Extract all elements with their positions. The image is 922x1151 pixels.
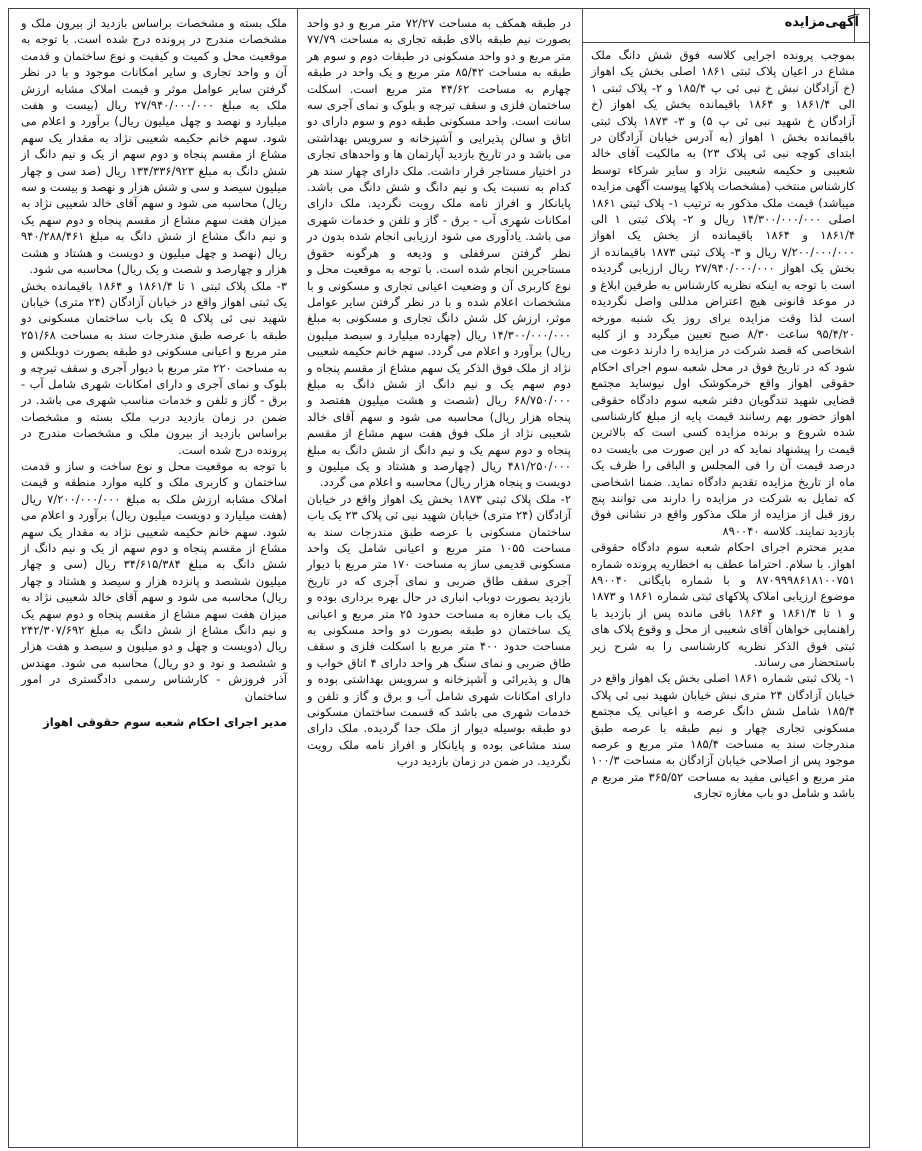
advertisement-frame	[8, 8, 870, 1148]
column-divider	[297, 9, 298, 1147]
text-column-3	[15, 15, 293, 1141]
paragraph: با توجه به موقعیت محل و نوع ساخت و ساز و قدمت ساختمان و کاربری ملک و کلیه موارد منطقه و قیمت املاک مشابه ارزش ملک به مبلغ ۷/۲۰۰/۰۰۰/۰۰۰ ریال (هفت میلیارد و دویست میلیون ریال) برآورد و اعلام می شود. سهم خانم حکیمه شعیبی نژاد به مقدار یک سهم مشاع از مقسم پنجاه و دوم سهم از یک و نیم دانگ از شش دانگ به مبلغ ۳۴/۶۱۵/۳۸۴ ریال (سی و چهار میلیون ششصد و پانزده هزار و سیصد و هشتاد و چهار ریال) محاسبه می شود و سهم آقای خالد شعیبی نژاد به میزان هفت سهم مشاع از مقسم پنجاه و دوم سهم یک و نیم دانگ مشاع از شش دانگ به مبلغ ۲۴۲/۳۰۷/۶۹۲ ریال (دویست و چهل و دو میلیون و سیصد و هفت هزار و ششصد و نود و دو ریال) محاسبه می شود. مهندس آذر فروزش - کارشناس رسمی دادگستری در امور ساختمان	[21, 458, 288, 703]
text-column-2	[301, 15, 577, 1141]
paragraph: بموجب پرونده اجرایی کلاسه فوق شش دانگ ملک مشاع در اعیان پلاک ثبتی ۱۸۶۱ اصلی بخش یک اهواز (خ آزادگان نبش خ نبی ئی پ ۱۸۵/۴ و ۲- پلاک ثبتی ۱ الی ۱۸۶۱/۴ و ۱۸۶۴ باقیمانده بخش یک اهواز (خ آزادگان خ شهید نبی ئی پ ۵) و ۳- ۱۸۷۳ پلاک ثبتی باقیمانده بخش ۱ اهواز (به آدرس خیابان آزادگان در ابتدای کوچه نبی ئی پلاک ۲۳) به مالکیت آقای خالد شعیبی و حکیمه شعیبی نژاد و سایر شرکاء توسط کارشناس منتخب (مشخصات پلاکها پیوست آگهی مزایده میباشد) قیمت ملک مذکور به ترتیب ۱- پلاک ثبتی ۱۸۶۱ اصلی ۱۴/۳۰۰/۰۰۰/۰۰۰ ریال و ۲- پلاک ثبتی ۱ الی ۱۸۶۱/۴ و ۱۸۶۴ باقیمانده از بخش یک اهواز ۷/۲۰۰/۰۰۰/۰۰۰ ریال و ۳- پلاک ثبتی ۱۸۷۳ باقیمانده از بخش یک اهواز ۲۷/۹۴۰/۰۰۰/۰۰۰ ریال ارزیابی گردیده است با توجه به اینکه نظریه کارشناس به طرفین ابلاغ و در موعد قانونی هیچ اعتراض مدللی واصل نگردیده است لذا وقت مزایده برای روز یک شنبه مورخه ۹۵/۴/۲۰ ساعت ۸/۳۰ صبح تعیین میگردد و از کلیه اشخاصی که قصد شرکت در مزایده را دارند دعوت می شود که در تاریخ فوق در محل شعبه سوم اجرای احکام حقوقی اهواز واقع خرمکوشک اول نیوساید مجتمع قضایی شهید تندگویان دفتر شعبه سوم دادگاه حقوقی اهواز حضور بهم رسانند قیمت پایه از مبلغ کارشناسی شده شروع و برنده مزایده کسی است که بالاترین قیمت را پیشنهاد نماید که در این صورت می بایست ده درصد قیمت آن را فی المجلس و الباقی را ظرف یک ماه از تاریخ مزایده تقدیم دادگاه نماید. ضمنا اشخاصی که تمایل به شرکت در مزایده را دارند می توانند پنج روز قبل از مزایده از ملک مذکور واقع در نشانی فوق بازدید نمایند. کلاسه ۸۹۰۰۴۰	[591, 48, 856, 538]
signature: مدیر اجرای احکام شعبه سوم حقوقی اهواز	[43, 715, 287, 730]
paragraph: ۳- ملک پلاک ثبتی ۱ تا ۱۸۶۱/۴ و ۱۸۶۴ باقیمانده بخش یک ثبتی اهواز واقع در خیابان آزادگان (۲۴ متری) خیابان شهید نبی ئی پلاک ۵ یک باب ساختمان مسکونی دو طبقه با عرصه طبق مندرجات سند به مساحت ۲۵۱/۶۸ متر مربع و اعیانی مسکونی دو طبقه بصورت دوبلکس و به مساحت ۲۲۰ متر مربع با دیوار آجری و سقف تیرچه و بلوک و نمای آجری و دارای امکانات شهری شامل آب - برق - گاز و تلفن و خدمات مناسب شهری می باشد. در ضمن در زمان بازدید درب ملک بسته و مشخصات براساس بازدید از بیرون ملک و مشخصات مندرج در پرونده درج شده است.	[21, 278, 287, 457]
column-divider	[582, 9, 583, 1147]
header-box	[583, 9, 869, 43]
paragraph: ۲- ملک پلاک ثبتی ۱۸۷۳ بخش یک اهواز واقع در خیابان آزادگان (۲۴ متری) خیابان شهید نبی ئی پلاک ۲۳ یک باب ساختمان مسکونی با عرصه طبق مندرجات سند به مساحت ۱۰۵۵ متر مربع و اعیانی شامل یک واحد مسکونی قدیمی ساز به مساحت ۱۷۰ متر مربع با دیوار آجری سقف طاق ضربی و نمای آجری که در تاریخ بازدید بصورت دوباب انباری در حال بهره برداری بوده و یک باب مغازه به مساحت حدود ۲۵ متر مربع و اعیانی یک ساختمان دو طبقه بصورت دو واحد مسکونی به مساحت حدود ۴۰۰ متر مربع با اسکلت فلزی و سقف طاق ضربی و نمای سنگ هر واحد دارای ۴ اتاق خواب و هال و پذیرائی و آشپزخانه و سرویس بهداشتی بوده و دارای امکانات شهری شامل آب و برق و گاز و تلفن و خدمات شهری می باشد که قسمت ساختمان مسکونی دو طبقه بوسیله دیوار از ملک جدا گردیده. ملک دارای سند مشاعی بوده و پایانکار و افراز نامه ملک رویت نگردید. در ضمن در زمان بازدید درب	[307, 491, 571, 769]
ad-title: آگهی‌مزایده	[784, 15, 859, 30]
paragraph: مدیر محترم اجرای احکام شعبه سوم دادگاه حقوقی اهواز. با سلام. احتراما عطف به اخطاریه پرونده شماره ۸۷۰۹۹۹۸۶۱۸۱۰۰۷۵۱ و با شماره بایگانی ۸۹۰۰۴۰ موضوع ارزیابی املاک پلاکهای ثبتی شماره ۱۸۶۱ و ۱۸۷۳ و ۱ تا ۱۸۶۱/۴ و ۱۸۶۴ باقی مانده پس از بازدید با راهنمایی خواهان آقای شعیبی از محل و وقوع پلاک های ثبتی فوق الذکر نظریه کارشناسی را به شرح زیر باستحضار می رساند.	[591, 540, 856, 670]
paragraph: ۱- پلاک ثبتی شماره ۱۸۶۱ اصلی بخش یک اهواز واقع در خیابان آزادگان ۲۴ متری نبش خیابان شهید نبی ئی پلاک ۱۸۵/۴ شامل شش دانگ عرصه و اعیانی یک مجتمع مسکونی تجاری چهار و نیم طبقه با عرصه طبق مندرجات سند به مساحت ۱۸۵/۴ متر مربع و عرصه موجود پس از اصلاحی خیابان آزادگان به مساحت ۱۰۰/۳ متر مربع و اعیانی مفید به مساحت ۳۶۵/۵۲ متر مربع م باشد و شامل دو باب مغازه تجاری	[591, 671, 856, 801]
paragraph: ملک بسته و مشخصات براساس بازدید از بیرون ملک و مشخصات مندرج در پرونده درج شده است. با توجه به موقعیت محل و کمیت و کیفیت و نوع ساختمان و قدمت آن و واحد تجاری و سایر امکانات موجود و با در نظر گرفتن سایر عوامل موثر و قیمت املاک مشابه ارزش ملک به مبلغ ۲۷/۹۴۰/۰۰۰/۰۰۰ ریال (بیست و هفت میلیارد و نهصد و چهل میلیون ریال) برآورد و اعلام می شود. سهم خانم حکیمه شعیبی نژاد به مقدار یک سهم مشاع از مقسم پنجاه و دوم سهم از یک و نیم دانگ از شش دانگ به مبلغ ۱۳۴/۳۳۶/۹۲۳ ریال (صد سی و چهار میلیون سیصد و سی و شش هزار و نهصد و بیست و سه ریال) محاسبه می شود و سهم آقای خالد شعیبی نژاد به میزان هفت سهم مشاع از مقسم پنجاه و دوم سهم یک و نیم دانگ مشاع از شش دانگ به مبلغ ۹۴۰/۲۸۸/۴۶۱ ریال (نهصد و چهل میلیون و دویست و هشتاد و هشت هزار و چهارصد و شصت و یک ریال) محاسبه می شود.	[21, 16, 288, 277]
text-column-1	[585, 47, 861, 1141]
paragraph: در طبقه همکف به مساحت ۷۲/۲۷ متر مربع و دو واحد بصورت نیم طبقه بالای طبقه تجاری به مساحت ۷۷/۷۹ متر مربع و دو واحد مسکونی در طبقات دوم و سوم هر طبقه به مساحت ۸۵/۴۲ متر مربع و یک واحد در طبقه چهارم به مساحت ۴۴/۶۲ متر مربع است. اسکلت ساختمان فلزی و سقف تیرچه و بلوک و نمای آجری سه سانت است. واحد مسکونی طبقه دوم و سوم دارای دو اتاق و سالن پذیرایی و آشپزخانه و سرویس بهداشتی می باشد و در تاریخ بازدید آپارتمان ها و واحدهای تجاری در اختیار مستاجر قرار داشت. ملک دارای چهار سند هر کدام به نسبت یک و نیم دانگ و شش دانگ می باشد. پایانکار و افراز نامه ملک رویت نگردید. ملک دارای امکانات شهری آب - برق - گاز و تلفن و خدمات شهری می باشد. یادآوری می شود ارزیابی انجام شده بدون در نظر گرفتن سرقفلی و ودیعه و هرگونه حقوق مستاجرین انجام شده است. با توجه به موقعیت محل و نوع کاربری آن و وضعیت اعیانی تجاری و مسکونی و با مشخصات اعلام شده و با در نظر گرفتن سایر عوامل موثر، ارزش کل شش دانگ تجاری و مسکونی به مبلغ ۱۴/۳۰۰/۰۰۰/۰۰۰ ریال (چهارده میلیارد و سیصد میلیون ریال) برآورد و اعلام می گردد. سهم خانم حکیمه شعیبی نژاد از ملک فوق الذکر یک سهم مشاع از مقسم پنجاه و دوم سهم یک و نیم دانگ از شش دانگ به مبلغ ۶۸/۷۵۰/۰۰۰ ریال (شصت و هشت میلیون هفتصد و پنجاه هزار ریال) محاسبه می شود و سهم آقای خالد شعیبی نژاد از ملک فوق هفت سهم مشاع از مقسم پنجاه و دوم سهم یک و نیم دانگ از شش دانگ به مبلغ ۴۸۱/۲۵۰/۰۰۰ ریال (چهارصد و هشتاد و یک میلیون و دویست و پنجاه هزار ریال) محاسبه و اعلام می گردد.	[307, 16, 572, 490]
